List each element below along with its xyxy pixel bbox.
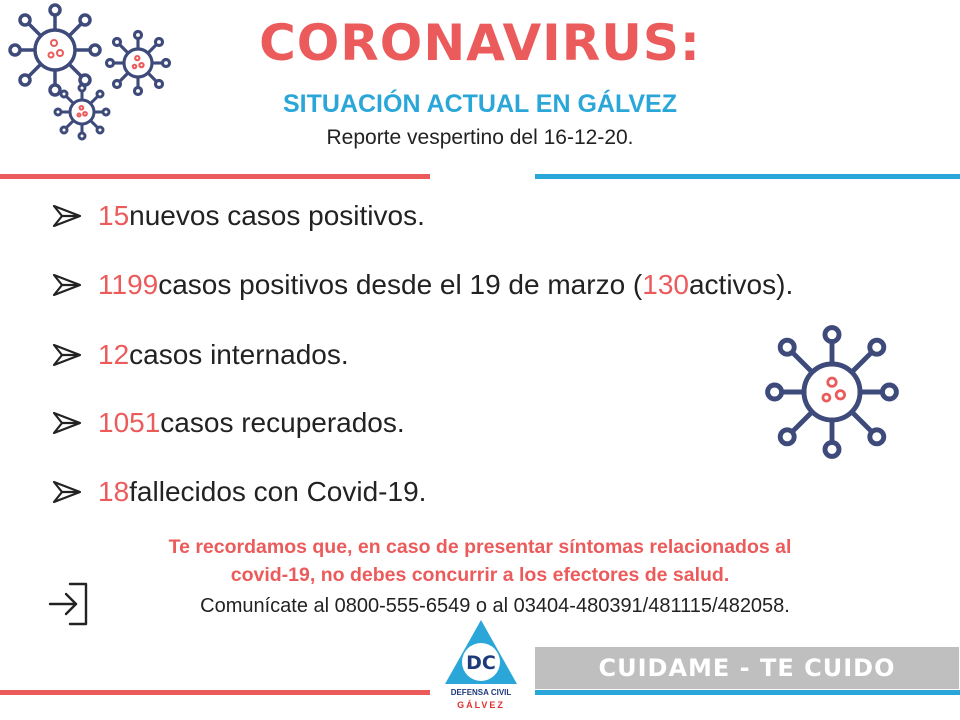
stat-total-cases [50, 265, 793, 305]
report-date: Reporte vespertino del 16-12-20. [326, 126, 634, 149]
stat-hospitalized [50, 335, 349, 375]
stat-number: 12 [98, 339, 130, 370]
page-subtitle: SITUACIÓN ACTUAL EN GÁLVEZ [283, 90, 677, 118]
page-title: CORONAVIRUS: [259, 14, 701, 72]
stat-number: 15 [98, 200, 130, 231]
arrow-right-icon [50, 199, 84, 233]
logo-initials: DC [466, 652, 496, 674]
stat-active-number: 130 [642, 269, 689, 300]
slogan-banner: CUIDAME - TE CUIDO [535, 647, 959, 689]
virus-icon-right [762, 322, 902, 462]
virus-icon-small [52, 82, 112, 142]
stat-number: 18 [98, 476, 130, 507]
stat-label: casos internados. [129, 339, 349, 370]
stat-deceased [50, 472, 426, 512]
stat-label: fallecidos con Covid-19. [129, 476, 427, 507]
divider-blue-bottom [535, 690, 960, 695]
divider-red-top [0, 174, 430, 179]
stat-label: casos recuperados. [160, 407, 405, 438]
defensa-civil-logo [443, 618, 519, 686]
stat-active-label: activos). [688, 269, 794, 300]
stat-number: 1051 [98, 407, 161, 438]
contact-phones: Comunícate al 0800-555-6549 o al 03404-480391/481115/482058. [200, 595, 790, 617]
stat-recovered [50, 403, 405, 443]
login-icon [46, 580, 90, 628]
notice-line-2: covid-19, no debes concurrir a los efectores de salud. [230, 564, 730, 586]
arrow-right-icon [50, 406, 84, 440]
arrow-right-icon [50, 338, 84, 372]
divider-blue-top [535, 174, 960, 179]
notice-line-1: Te recordamos que, en caso de presentar síntomas relacionados al [168, 536, 792, 558]
logo-text-line-1: DEFENSA CIVIL [450, 688, 512, 697]
stat-number: 1199 [98, 269, 159, 300]
stat-new-cases [50, 196, 425, 236]
arrow-right-icon [50, 475, 84, 509]
virus-icon-medium [103, 28, 173, 98]
stat-label: nuevos casos positivos. [129, 200, 425, 231]
divider-red-bottom [0, 690, 430, 695]
arrow-right-icon [50, 268, 84, 302]
stat-label: casos positivos desde el 19 de marzo ( [158, 269, 643, 300]
logo-text-line-2: GÁLVEZ [457, 700, 505, 710]
